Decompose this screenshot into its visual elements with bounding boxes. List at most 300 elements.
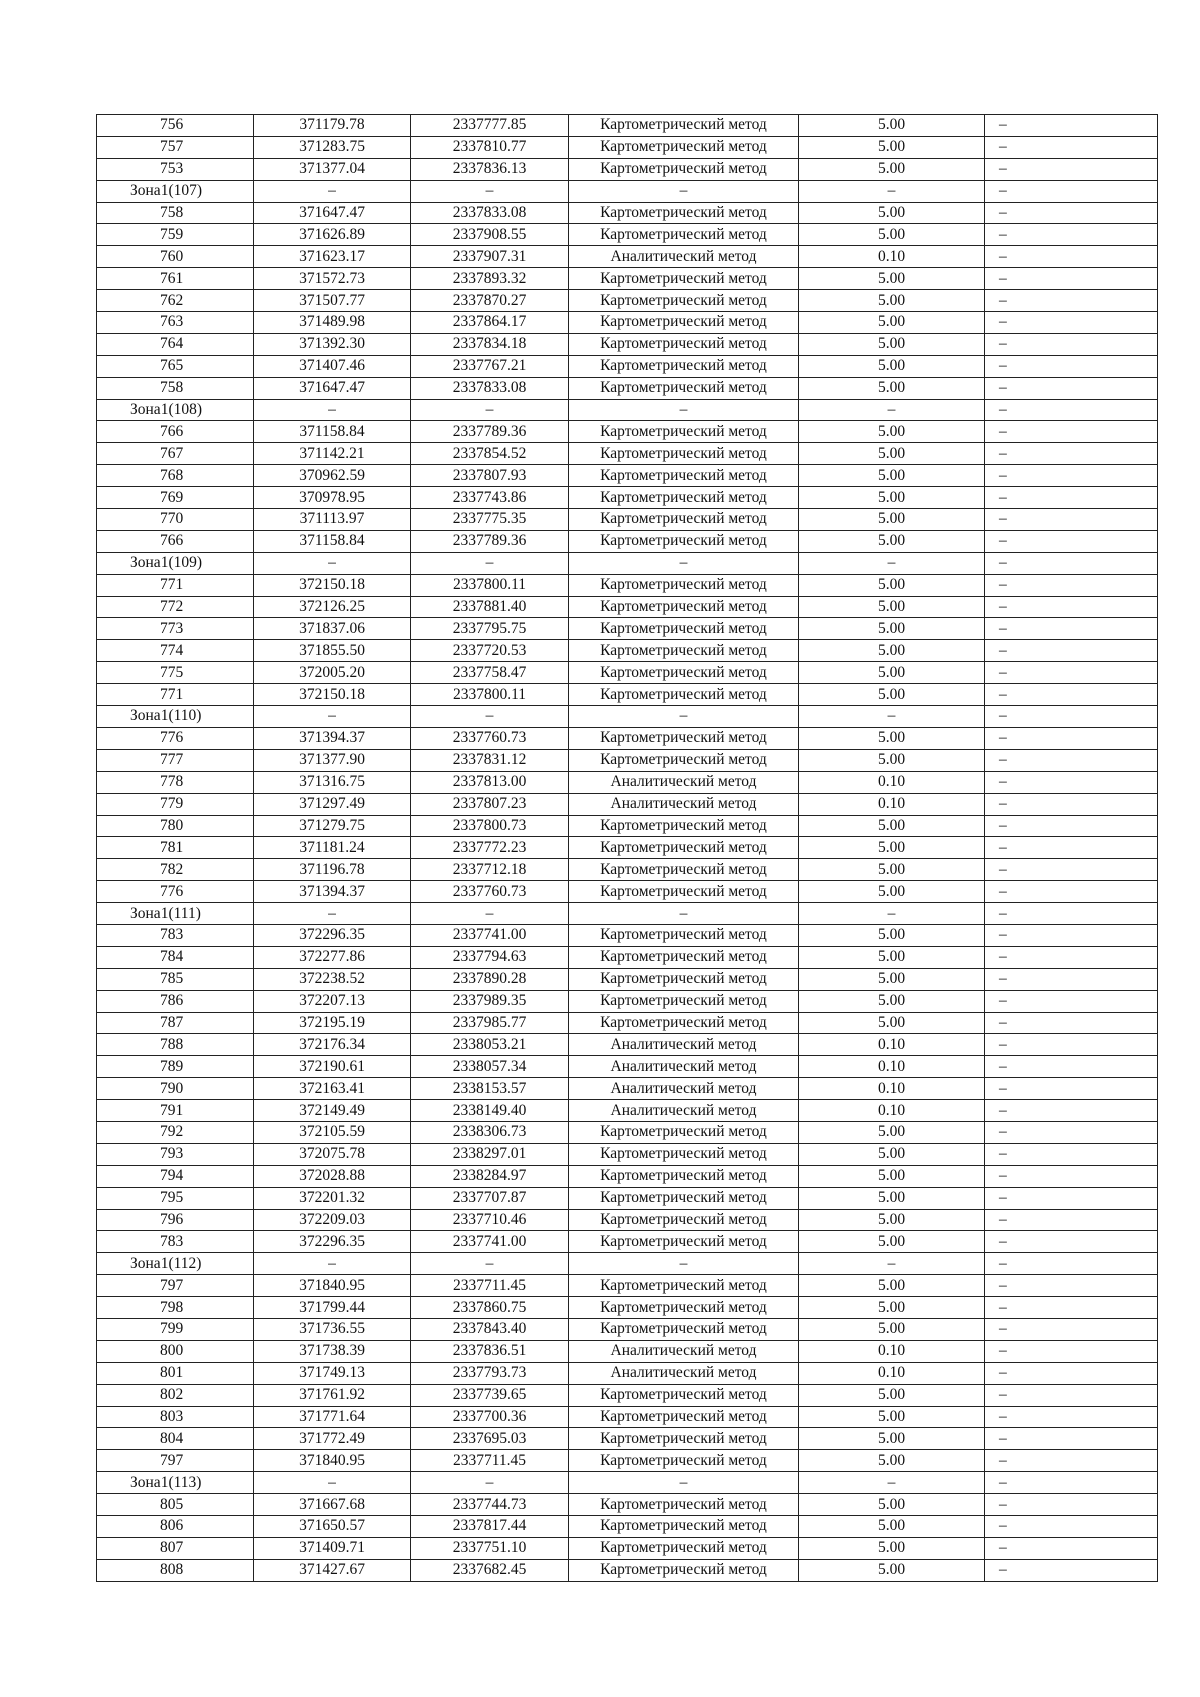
- x-coordinate-cell: 371738.39: [254, 1340, 411, 1362]
- accuracy-cell: 5.00: [799, 749, 985, 771]
- point-number-cell: 768: [97, 465, 254, 487]
- description-cell: –: [985, 290, 1158, 312]
- point-number-cell: 779: [97, 793, 254, 815]
- description-cell: –: [985, 924, 1158, 946]
- y-coordinate-cell: 2337843.40: [411, 1318, 569, 1340]
- point-number-cell: 787: [97, 1012, 254, 1034]
- description-cell: –: [985, 815, 1158, 837]
- x-coordinate-cell: 371647.47: [254, 377, 411, 399]
- accuracy-cell: –: [799, 552, 985, 574]
- x-coordinate-cell: 371626.89: [254, 224, 411, 246]
- method-cell: Картометрический метод: [569, 202, 799, 224]
- description-cell: –: [985, 881, 1158, 903]
- accuracy-cell: 5.00: [799, 377, 985, 399]
- x-coordinate-cell: –: [254, 903, 411, 925]
- method-cell: Картометрический метод: [569, 1012, 799, 1034]
- method-cell: Картометрический метод: [569, 465, 799, 487]
- y-coordinate-cell: 2337711.45: [411, 1450, 569, 1472]
- point-number-cell: 795: [97, 1187, 254, 1209]
- table-row: [97, 1428, 1158, 1450]
- table-row: [97, 1340, 1158, 1362]
- point-number-cell: 804: [97, 1428, 254, 1450]
- method-cell: Картометрический метод: [569, 1318, 799, 1340]
- accuracy-cell: 0.10: [799, 1034, 985, 1056]
- x-coordinate-cell: 372207.13: [254, 990, 411, 1012]
- description-cell: –: [985, 1318, 1158, 1340]
- accuracy-cell: 5.00: [799, 1121, 985, 1143]
- method-cell: Картометрический метод: [569, 837, 799, 859]
- x-coordinate-cell: 372149.49: [254, 1100, 411, 1122]
- table-row: [97, 596, 1158, 618]
- accuracy-cell: 0.10: [799, 1362, 985, 1384]
- accuracy-cell: 5.00: [799, 290, 985, 312]
- point-number-cell: 767: [97, 443, 254, 465]
- y-coordinate-cell: 2337810.77: [411, 136, 569, 158]
- point-number-cell: 765: [97, 355, 254, 377]
- accuracy-cell: 5.00: [799, 224, 985, 246]
- description-cell: –: [985, 115, 1158, 137]
- x-coordinate-cell: 371650.57: [254, 1516, 411, 1538]
- description-cell: –: [985, 224, 1158, 246]
- point-number-cell: 793: [97, 1143, 254, 1165]
- table-row: [97, 115, 1158, 137]
- table-row: [97, 1078, 1158, 1100]
- y-coordinate-cell: 2337777.85: [411, 115, 569, 137]
- method-cell: Картометрический метод: [569, 727, 799, 749]
- accuracy-cell: 5.00: [799, 1516, 985, 1538]
- point-number-cell: 774: [97, 640, 254, 662]
- y-coordinate-cell: 2337864.17: [411, 312, 569, 334]
- point-number-cell: 762: [97, 290, 254, 312]
- accuracy-cell: 5.00: [799, 1209, 985, 1231]
- x-coordinate-cell: 371316.75: [254, 771, 411, 793]
- x-coordinate-cell: 372195.19: [254, 1012, 411, 1034]
- point-number-cell: 756: [97, 115, 254, 137]
- y-coordinate-cell: 2337720.53: [411, 640, 569, 662]
- method-cell: Картометрический метод: [569, 749, 799, 771]
- accuracy-cell: 5.00: [799, 662, 985, 684]
- description-cell: –: [985, 1494, 1158, 1516]
- description-cell: –: [985, 1187, 1158, 1209]
- y-coordinate-cell: 2337860.75: [411, 1297, 569, 1319]
- table-row: [97, 1494, 1158, 1516]
- table-row: [97, 1121, 1158, 1143]
- x-coordinate-cell: 371158.84: [254, 530, 411, 552]
- accuracy-cell: 5.00: [799, 202, 985, 224]
- x-coordinate-cell: 372126.25: [254, 596, 411, 618]
- point-number-cell: 800: [97, 1340, 254, 1362]
- method-cell: –: [569, 180, 799, 202]
- y-coordinate-cell: 2337833.08: [411, 377, 569, 399]
- x-coordinate-cell: 371142.21: [254, 443, 411, 465]
- description-cell: –: [985, 268, 1158, 290]
- method-cell: Картометрический метод: [569, 158, 799, 180]
- method-cell: Картометрический метод: [569, 859, 799, 881]
- method-cell: Картометрический метод: [569, 290, 799, 312]
- x-coordinate-cell: 372296.35: [254, 1231, 411, 1253]
- zone-header-row: [97, 180, 1158, 202]
- y-coordinate-cell: 2337789.36: [411, 530, 569, 552]
- table-row: [97, 224, 1158, 246]
- y-coordinate-cell: 2337793.73: [411, 1362, 569, 1384]
- accuracy-cell: 5.00: [799, 859, 985, 881]
- table-row: [97, 158, 1158, 180]
- method-cell: Аналитический метод: [569, 793, 799, 815]
- description-cell: –: [985, 946, 1158, 968]
- point-number-cell: 792: [97, 1121, 254, 1143]
- y-coordinate-cell: –: [411, 552, 569, 574]
- y-coordinate-cell: 2337908.55: [411, 224, 569, 246]
- x-coordinate-cell: 372028.88: [254, 1165, 411, 1187]
- description-cell: –: [985, 487, 1158, 509]
- y-coordinate-cell: 2337744.73: [411, 1494, 569, 1516]
- accuracy-cell: 5.00: [799, 1384, 985, 1406]
- table-row: [97, 246, 1158, 268]
- table-row: [97, 443, 1158, 465]
- table-row: [97, 1187, 1158, 1209]
- description-cell: –: [985, 136, 1158, 158]
- y-coordinate-cell: 2337893.32: [411, 268, 569, 290]
- description-cell: –: [985, 706, 1158, 728]
- y-coordinate-cell: –: [411, 903, 569, 925]
- y-coordinate-cell: 2337985.77: [411, 1012, 569, 1034]
- method-cell: –: [569, 903, 799, 925]
- accuracy-cell: 5.00: [799, 509, 985, 531]
- description-cell: –: [985, 1100, 1158, 1122]
- description-cell: –: [985, 903, 1158, 925]
- x-coordinate-cell: 371377.90: [254, 749, 411, 771]
- point-number-cell: 771: [97, 574, 254, 596]
- point-number-cell: 777: [97, 749, 254, 771]
- accuracy-cell: 0.10: [799, 1056, 985, 1078]
- y-coordinate-cell: 2337707.87: [411, 1187, 569, 1209]
- method-cell: Картометрический метод: [569, 377, 799, 399]
- y-coordinate-cell: 2337700.36: [411, 1406, 569, 1428]
- table-row: [97, 640, 1158, 662]
- point-number-cell: 778: [97, 771, 254, 793]
- table-row: [97, 968, 1158, 990]
- accuracy-cell: 5.00: [799, 727, 985, 749]
- description-cell: –: [985, 1078, 1158, 1100]
- accuracy-cell: 5.00: [799, 618, 985, 640]
- accuracy-cell: –: [799, 706, 985, 728]
- table-row: [97, 1559, 1158, 1581]
- table-row: [97, 290, 1158, 312]
- zone-header-row: [97, 1253, 1158, 1275]
- y-coordinate-cell: 2337682.45: [411, 1559, 569, 1581]
- method-cell: Картометрический метод: [569, 1143, 799, 1165]
- point-number-cell: 803: [97, 1406, 254, 1428]
- x-coordinate-cell: 372296.35: [254, 924, 411, 946]
- description-cell: –: [985, 727, 1158, 749]
- table-row: [97, 749, 1158, 771]
- table-row: [97, 1012, 1158, 1034]
- accuracy-cell: 5.00: [799, 1450, 985, 1472]
- y-coordinate-cell: 2337800.11: [411, 574, 569, 596]
- description-cell: –: [985, 1275, 1158, 1297]
- x-coordinate-cell: 372176.34: [254, 1034, 411, 1056]
- method-cell: –: [569, 1253, 799, 1275]
- table-row: [97, 136, 1158, 158]
- zone-header-row: [97, 706, 1158, 728]
- method-cell: Картометрический метод: [569, 1516, 799, 1538]
- point-number-cell: 769: [97, 487, 254, 509]
- y-coordinate-cell: –: [411, 180, 569, 202]
- description-cell: –: [985, 246, 1158, 268]
- description-cell: –: [985, 399, 1158, 421]
- accuracy-cell: 5.00: [799, 1012, 985, 1034]
- table-row: [97, 1297, 1158, 1319]
- y-coordinate-cell: 2337739.65: [411, 1384, 569, 1406]
- y-coordinate-cell: 2337767.21: [411, 355, 569, 377]
- point-number-cell: 801: [97, 1362, 254, 1384]
- table-row: [97, 815, 1158, 837]
- description-cell: –: [985, 465, 1158, 487]
- point-number-cell: 786: [97, 990, 254, 1012]
- x-coordinate-cell: 371196.78: [254, 859, 411, 881]
- x-coordinate-cell: 371736.55: [254, 1318, 411, 1340]
- x-coordinate-cell: 371623.17: [254, 246, 411, 268]
- method-cell: Картометрический метод: [569, 224, 799, 246]
- table-row: [97, 465, 1158, 487]
- description-cell: –: [985, 1034, 1158, 1056]
- description-cell: –: [985, 1231, 1158, 1253]
- x-coordinate-cell: 371647.47: [254, 202, 411, 224]
- accuracy-cell: 5.00: [799, 136, 985, 158]
- method-cell: Картометрический метод: [569, 640, 799, 662]
- accuracy-cell: 5.00: [799, 530, 985, 552]
- accuracy-cell: 0.10: [799, 1340, 985, 1362]
- method-cell: Картометрический метод: [569, 1275, 799, 1297]
- x-coordinate-cell: 371771.64: [254, 1406, 411, 1428]
- description-cell: –: [985, 662, 1158, 684]
- accuracy-cell: 5.00: [799, 1187, 985, 1209]
- description-cell: –: [985, 837, 1158, 859]
- point-number-cell: 758: [97, 377, 254, 399]
- method-cell: Картометрический метод: [569, 596, 799, 618]
- table-row: [97, 355, 1158, 377]
- description-cell: –: [985, 1340, 1158, 1362]
- description-cell: –: [985, 552, 1158, 574]
- accuracy-cell: 5.00: [799, 1231, 985, 1253]
- point-number-cell: 771: [97, 684, 254, 706]
- description-cell: –: [985, 1121, 1158, 1143]
- method-cell: Картометрический метод: [569, 1450, 799, 1472]
- method-cell: Картометрический метод: [569, 443, 799, 465]
- point-number-cell: 758: [97, 202, 254, 224]
- method-cell: Картометрический метод: [569, 1428, 799, 1450]
- description-cell: –: [985, 443, 1158, 465]
- y-coordinate-cell: 2338149.40: [411, 1100, 569, 1122]
- point-number-cell: 776: [97, 727, 254, 749]
- method-cell: Картометрический метод: [569, 1537, 799, 1559]
- accuracy-cell: 5.00: [799, 881, 985, 903]
- description-cell: –: [985, 202, 1158, 224]
- table-row: [97, 684, 1158, 706]
- x-coordinate-cell: 372075.78: [254, 1143, 411, 1165]
- x-coordinate-cell: 371840.95: [254, 1275, 411, 1297]
- x-coordinate-cell: 371297.49: [254, 793, 411, 815]
- description-cell: –: [985, 355, 1158, 377]
- x-coordinate-cell: 371799.44: [254, 1297, 411, 1319]
- accuracy-cell: 5.00: [799, 268, 985, 290]
- accuracy-cell: 0.10: [799, 246, 985, 268]
- method-cell: Аналитический метод: [569, 246, 799, 268]
- accuracy-cell: 5.00: [799, 115, 985, 137]
- description-cell: –: [985, 618, 1158, 640]
- y-coordinate-cell: 2338053.21: [411, 1034, 569, 1056]
- x-coordinate-cell: 371761.92: [254, 1384, 411, 1406]
- description-cell: –: [985, 859, 1158, 881]
- table-row: [97, 859, 1158, 881]
- method-cell: –: [569, 399, 799, 421]
- accuracy-cell: 5.00: [799, 684, 985, 706]
- description-cell: –: [985, 1537, 1158, 1559]
- point-number-cell: 807: [97, 1537, 254, 1559]
- point-number-cell: 798: [97, 1297, 254, 1319]
- description-cell: –: [985, 1143, 1158, 1165]
- x-coordinate-cell: 372238.52: [254, 968, 411, 990]
- point-number-cell: 775: [97, 662, 254, 684]
- method-cell: Картометрический метод: [569, 355, 799, 377]
- table-row: [97, 793, 1158, 815]
- table-row: [97, 837, 1158, 859]
- method-cell: Картометрический метод: [569, 268, 799, 290]
- x-coordinate-cell: 371283.75: [254, 136, 411, 158]
- x-coordinate-cell: 371572.73: [254, 268, 411, 290]
- y-coordinate-cell: 2337795.75: [411, 618, 569, 640]
- table-row: [97, 1318, 1158, 1340]
- y-coordinate-cell: 2337712.18: [411, 859, 569, 881]
- accuracy-cell: 0.10: [799, 1078, 985, 1100]
- y-coordinate-cell: 2338297.01: [411, 1143, 569, 1165]
- method-cell: Картометрический метод: [569, 881, 799, 903]
- y-coordinate-cell: 2337989.35: [411, 990, 569, 1012]
- table-row: [97, 268, 1158, 290]
- accuracy-cell: 5.00: [799, 924, 985, 946]
- accuracy-cell: 5.00: [799, 1537, 985, 1559]
- y-coordinate-cell: 2337800.73: [411, 815, 569, 837]
- accuracy-cell: 5.00: [799, 968, 985, 990]
- accuracy-cell: 0.10: [799, 771, 985, 793]
- description-cell: –: [985, 684, 1158, 706]
- y-coordinate-cell: 2337758.47: [411, 662, 569, 684]
- point-number-cell: 805: [97, 1494, 254, 1516]
- table-row: [97, 990, 1158, 1012]
- x-coordinate-cell: –: [254, 1472, 411, 1494]
- point-number-cell: Зона1(111): [97, 903, 254, 925]
- accuracy-cell: 5.00: [799, 1494, 985, 1516]
- accuracy-cell: 5.00: [799, 355, 985, 377]
- description-cell: –: [985, 1209, 1158, 1231]
- table-row: [97, 421, 1158, 443]
- table-row: [97, 727, 1158, 749]
- y-coordinate-cell: 2337695.03: [411, 1428, 569, 1450]
- x-coordinate-cell: 370978.95: [254, 487, 411, 509]
- description-cell: –: [985, 574, 1158, 596]
- point-number-cell: 757: [97, 136, 254, 158]
- description-cell: –: [985, 1428, 1158, 1450]
- method-cell: Картометрический метод: [569, 1231, 799, 1253]
- y-coordinate-cell: 2337743.86: [411, 487, 569, 509]
- accuracy-cell: –: [799, 399, 985, 421]
- x-coordinate-cell: –: [254, 399, 411, 421]
- method-cell: Аналитический метод: [569, 771, 799, 793]
- accuracy-cell: 5.00: [799, 333, 985, 355]
- table-row: [97, 618, 1158, 640]
- method-cell: Аналитический метод: [569, 1034, 799, 1056]
- method-cell: Картометрический метод: [569, 618, 799, 640]
- method-cell: Картометрический метод: [569, 574, 799, 596]
- x-coordinate-cell: –: [254, 552, 411, 574]
- x-coordinate-cell: 371840.95: [254, 1450, 411, 1472]
- x-coordinate-cell: 372150.18: [254, 574, 411, 596]
- point-number-cell: 781: [97, 837, 254, 859]
- x-coordinate-cell: 371394.37: [254, 881, 411, 903]
- point-number-cell: 784: [97, 946, 254, 968]
- method-cell: Картометрический метод: [569, 333, 799, 355]
- table-row: [97, 1165, 1158, 1187]
- table-row: [97, 1231, 1158, 1253]
- x-coordinate-cell: 371113.97: [254, 509, 411, 531]
- point-number-cell: 773: [97, 618, 254, 640]
- table-row: [97, 530, 1158, 552]
- x-coordinate-cell: 372277.86: [254, 946, 411, 968]
- point-number-cell: Зона1(107): [97, 180, 254, 202]
- point-number-cell: 788: [97, 1034, 254, 1056]
- point-number-cell: 766: [97, 530, 254, 552]
- table-row: [97, 1537, 1158, 1559]
- table-row: [97, 509, 1158, 531]
- point-number-cell: Зона1(108): [97, 399, 254, 421]
- accuracy-cell: 5.00: [799, 421, 985, 443]
- point-number-cell: Зона1(109): [97, 552, 254, 574]
- point-number-cell: 766: [97, 421, 254, 443]
- y-coordinate-cell: 2337807.23: [411, 793, 569, 815]
- method-cell: Картометрический метод: [569, 115, 799, 137]
- point-number-cell: Зона1(110): [97, 706, 254, 728]
- accuracy-cell: 5.00: [799, 596, 985, 618]
- zone-header-row: [97, 399, 1158, 421]
- y-coordinate-cell: 2337711.45: [411, 1275, 569, 1297]
- description-cell: –: [985, 793, 1158, 815]
- description-cell: –: [985, 1253, 1158, 1275]
- table-row: [97, 946, 1158, 968]
- accuracy-cell: –: [799, 1253, 985, 1275]
- point-number-cell: 753: [97, 158, 254, 180]
- y-coordinate-cell: 2337807.93: [411, 465, 569, 487]
- accuracy-cell: 5.00: [799, 574, 985, 596]
- y-coordinate-cell: 2338153.57: [411, 1078, 569, 1100]
- method-cell: Картометрический метод: [569, 990, 799, 1012]
- method-cell: Картометрический метод: [569, 1559, 799, 1581]
- table-row: [97, 1034, 1158, 1056]
- table-row: [97, 1100, 1158, 1122]
- method-cell: –: [569, 552, 799, 574]
- table-row: [97, 1450, 1158, 1472]
- method-cell: Картометрический метод: [569, 487, 799, 509]
- description-cell: –: [985, 158, 1158, 180]
- y-coordinate-cell: –: [411, 1472, 569, 1494]
- coordinates-table-body: [97, 115, 1158, 1582]
- x-coordinate-cell: –: [254, 180, 411, 202]
- point-number-cell: 783: [97, 924, 254, 946]
- method-cell: Картометрический метод: [569, 662, 799, 684]
- y-coordinate-cell: –: [411, 399, 569, 421]
- table-row: [97, 771, 1158, 793]
- table-row: [97, 1209, 1158, 1231]
- x-coordinate-cell: –: [254, 706, 411, 728]
